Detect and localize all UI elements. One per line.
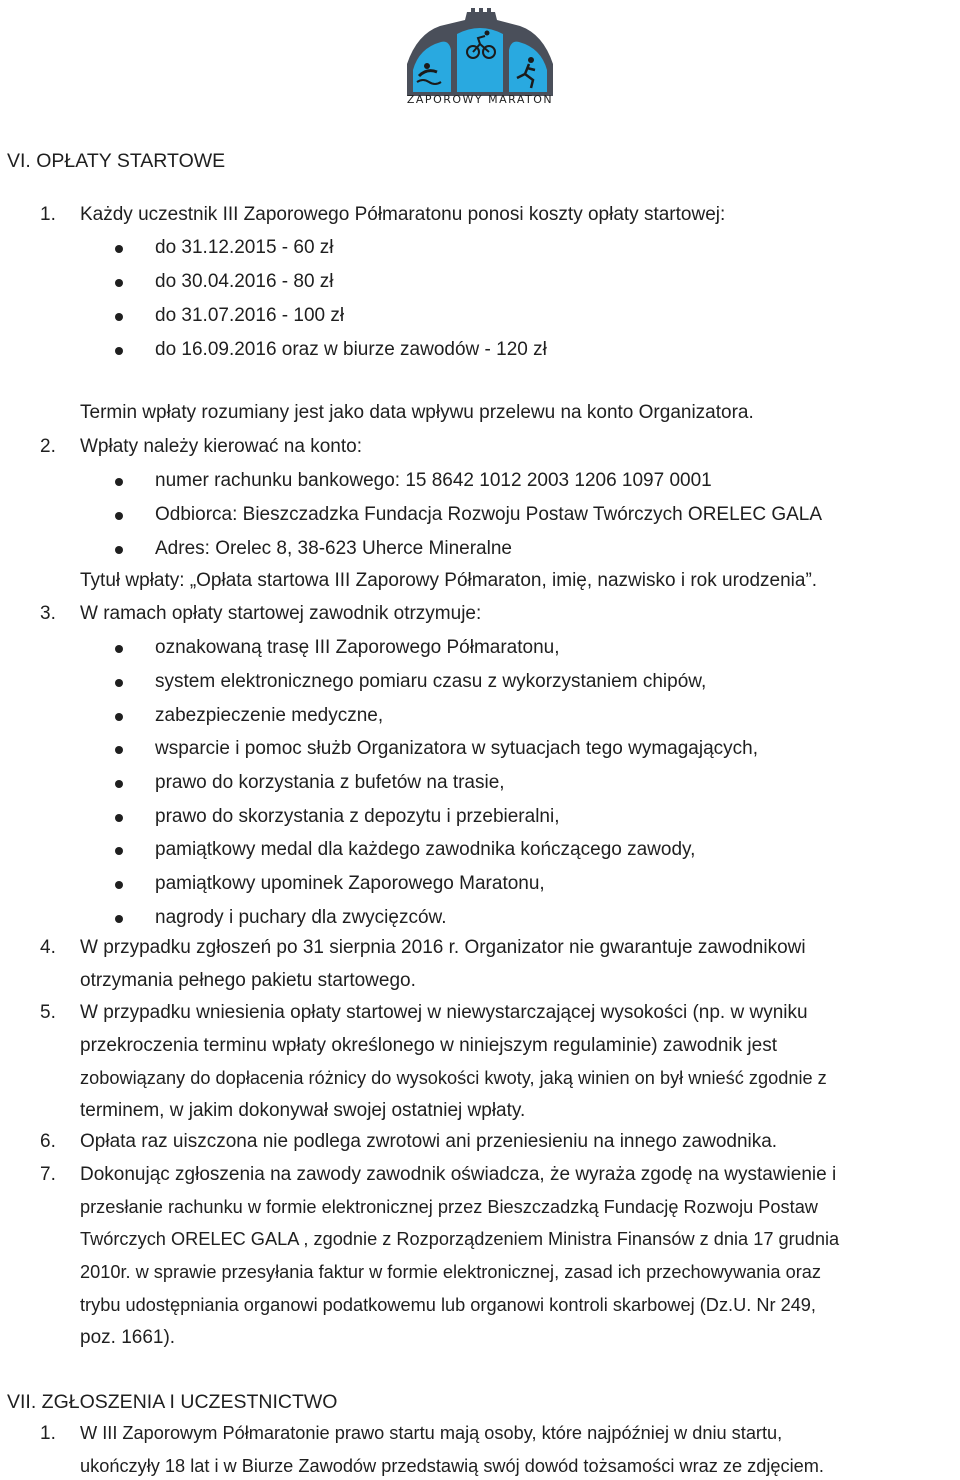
point-5-line: zobowiązany do dopłacenia różnicy do wysokości kwoty, jaką winien on był wnieść zgodnie z (80, 1068, 827, 1088)
fee-item: do 31.12.2015 - 60 zł (155, 237, 334, 258)
item-number: 1. (40, 204, 56, 225)
item-number: 1. (40, 1423, 56, 1444)
point-7-line: trybu udostępniania organowi podatkowemu lub organowi kontroli skarbowej (Dz.U. Nr 249, (80, 1295, 816, 1315)
point-7-line: 2010r. w sprawie przesyłania faktur w formie elektronicznej, zasad ich przechowywania oraz (80, 1262, 821, 1282)
account-item: Adres: Orelec 8, 38-623 Uherce Mineralne (155, 538, 512, 559)
section-title-fees: VI. OPŁATY STARTOWE (7, 150, 226, 172)
bullet (115, 279, 123, 287)
point-7-line: Twórczych ORELEC GALA , zgodnie z Rozporządzeniem Ministra Finansów z dnia 17 grudnia (80, 1229, 840, 1249)
section-title-participation: VII. ZGŁOSZENIA I UCZESTNICTWO (7, 1391, 338, 1413)
point-6-line: Opłata raz uiszczona nie podlega zwrotowi ani przeniesieniu na innego zawodnika. (80, 1131, 778, 1152)
account-item: Odbiorca: Bieszczadzka Fundacja Rozwoju Postaw Twórczych ORELEC GALA (155, 504, 823, 525)
bullet (115, 847, 123, 855)
item-number: 7. (40, 1164, 56, 1185)
point-7-line: Dokonując zgłoszenia na zawody zawodnik oświadcza, że wyraża zgodę na wystawienie i (80, 1164, 837, 1185)
bullet (115, 915, 123, 923)
included-intro: W ramach opłaty startowej zawodnik otrzymuje: (80, 603, 482, 624)
item-number: 5. (40, 1002, 56, 1023)
item-number: 2. (40, 436, 56, 457)
included-item: pamiątkowy medal dla każdego zawodnika kończącego zawody, (155, 839, 696, 860)
participation-line: ukończyły 18 lat i w Biurze Zawodów przedstawią swój dowód tożsamości wraz ze zdjęciem. (80, 1456, 824, 1476)
fee-item: do 31.07.2016 - 100 zł (155, 305, 345, 326)
point-5-line: terminem, w jakim dokonywał swojej ostatniej wpłaty. (80, 1100, 526, 1121)
included-item: oznakowaną trasę III Zaporowego Półmaratonu, (155, 637, 560, 658)
bullet (115, 512, 123, 520)
fee-item: do 16.09.2016 oraz w biurze zawodów - 120 zł (155, 339, 547, 360)
included-item: wsparcie i pomoc służb Organizatora w sytuacjach tego wymagających, (155, 738, 758, 759)
included-item: nagrody i puchary dla zwycięzców. (155, 907, 447, 928)
participation-line: W III Zaporowym Półmaratonie prawo startu mają osoby, które najpóźniej w dniu startu, (80, 1423, 783, 1443)
point-7-line: poz. 1661). (80, 1327, 176, 1348)
item-number: 4. (40, 937, 56, 958)
included-item: pamiątkowy upominek Zaporowego Maratonu, (155, 873, 545, 894)
bullet (115, 814, 123, 822)
bullet (115, 713, 123, 721)
bullet (115, 245, 123, 253)
logo-text: ZAPOROWY MARATON (406, 93, 554, 106)
point-5-line: przekroczenia terminu wpłaty określonego w niniejszym regulaminie) zawodnik jest (80, 1035, 777, 1056)
fee-item: do 30.04.2016 - 80 zł (155, 271, 334, 292)
point-7-line: przesłanie rachunku w formie elektronicznej przez Bieszczadzką Fundację Rozwoju Postaw (80, 1197, 818, 1217)
bullet (115, 645, 123, 653)
fee-deadline-note: Termin wpłaty rozumiany jest jako data wpływu przelewu na konto Organizatora. (80, 402, 754, 423)
bullet (115, 881, 123, 889)
included-item: system elektronicznego pomiaru czasu z wykorzystaniem chipów, (155, 671, 707, 692)
bullet (115, 746, 123, 754)
included-item: prawo do skorzystania z depozytu i przebieralni, (155, 806, 560, 827)
payment-title-line: Tytuł wpłaty: „Opłata startowa III Zaporowy Półmaraton, imię, nazwisko i rok urodzenia”. (80, 570, 818, 591)
point-5-line: W przypadku wniesienia opłaty startowej w niewystarczającej wysokości (np. w wyniku (80, 1002, 808, 1023)
account-intro: Wpłaty należy kierować na konto: (80, 436, 362, 457)
fees-intro: Każdy uczestnik III Zaporowego Półmaratonu ponosi koszty opłaty startowej: (80, 204, 726, 225)
item-number: 3. (40, 603, 56, 624)
bullet (115, 780, 123, 788)
included-item: zabezpieczenie medyczne, (155, 705, 384, 726)
included-item: prawo do korzystania z bufetów na trasie, (155, 772, 505, 793)
bullet (115, 313, 123, 321)
point-4-line: W przypadku zgłoszeń po 31 sierpnia 2016 r. Organizator nie gwarantuje zawodnikowi (80, 937, 806, 958)
item-number: 6. (40, 1131, 56, 1152)
bullet (115, 347, 123, 355)
point-4-line: otrzymania pełnego pakietu startowego. (80, 970, 416, 991)
account-item: numer rachunku bankowego: 15 8642 1012 2003 1206 1097 0001 (155, 470, 712, 491)
bullet (115, 546, 123, 554)
bullet (115, 478, 123, 486)
bullet (115, 679, 123, 687)
